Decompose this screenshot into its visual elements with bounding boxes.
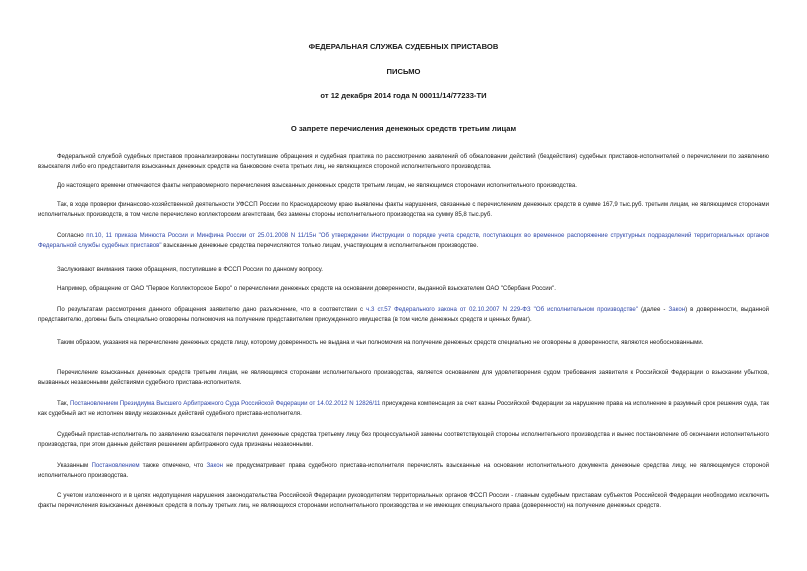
paragraph-12-text-start: Указанным <box>57 462 92 469</box>
paragraph-4-text-start: Согласно <box>57 232 87 239</box>
paragraph-7-text-end: ) в доверенности, выданной представителю, должны быть специально оговорены полномочия на получение представителем присужденного имущества (в том числе денежных средств и ценных бумаг). <box>38 306 769 323</box>
paragraph-12 <box>38 461 769 480</box>
paragraph-5: Заслуживают внимания также обращения, поступившие в ФССП России по данному вопросу. <box>57 266 323 273</box>
order-minjust-link[interactable]: пп.10, 11 приказа Минюста России и Минфина России от 25.01.2008 N 11/15н "Об утверждении Инструкции о порядке учета средств, поступающих во временное распоряжение структурных подразделений территориальных органов Федеральной службы судебных приставов" <box>38 232 769 249</box>
paragraph-11: Судебный пристав-исполнитель по заявлению взыскателя перечислил денежные средства третьему лицу без процессуальной замены соответствующей стороны исполнительного производства и вынес постановление об окончании исполнительного производства, при этом данные действия решением арбитражного суда признаны незаконными. <box>38 431 769 448</box>
paragraph-12-text-end: не предусматривает права судебного пристава-исполнителя перечислять взысканные на основании исполнительного документа денежные средства лицу, не являющемуся стороной исполнительного производства. <box>38 462 769 479</box>
document-subject: О запрете перечисления денежных средств третьим лицам <box>290 124 517 133</box>
paragraph-12-text-mid: также отмечено, что <box>139 462 207 469</box>
paragraph-10 <box>38 399 769 418</box>
paragraph-6: Например, обращение от ОАО "Первое Коллекторское Бюро" о перечислении денежных средств на основании доверенности, выданной взыскателем ОАО "Сбербанк России". <box>57 285 556 292</box>
document-type: ПИСЬМО <box>386 67 421 76</box>
paragraph-2: До настоящего времени отмечаются факты неправомерного перечисления взысканных денежных средств третьим лицам, не являющимся сторонами исполнительного производства. <box>57 182 577 189</box>
paragraph-13: С учетом изложенного и в целях недопущения нарушения законодательства Российской Федерации руководителям территориальных органов ФССП России - главным судебным приставам субъектов Российской Федерации необходимо исключить факты перечисления взысканных денежных средств в пользу третьих лиц, не являющихся сторонами исполнительного производства и не имеющих специального права (доверенности) на получение денежных средств. <box>38 492 769 509</box>
document-date-number: от 12 декабря 2014 года N 00011/14/77233-ТИ <box>320 91 487 100</box>
paragraph-8: Таким образом, указания на перечисление денежных средств лицу, которому доверенность не выдана и чьи полномочия на получение денежных средств специально не оговорены в доверенности, являются необоснованными. <box>57 339 704 346</box>
paragraph-3: Так, в ходе проверки финансово-хозяйственной деятельности УФССП России по Краснодарскому краю выявлены факты нарушения, связанные с перечислением денежных средств в сумме 167,9 тыс.руб. третьим лицам, не являющимся сторонами исполнительных производств, в том числе перечислено коллекторским агентствам, без замены стороны исполнительного производства на сумму 85,8 тыс.руб. <box>38 201 769 218</box>
federal-law-article-link[interactable]: ч.3 ст.57 Федерального закона от 02.10.2007 N 229-ФЗ "Об исполнительном производстве" <box>366 306 638 313</box>
paragraph-7-text-start: По результатам рассмотрения данного обращения заявителю дано разъяснение, что в соответствии с <box>57 306 367 313</box>
law-link-2[interactable]: Закон <box>206 462 224 469</box>
resolution-vas-link[interactable]: Постановлением Президиума Высшего Арбитражного Суда Российской Федерации от 14.02.2012 N 12826/11 <box>69 400 381 407</box>
agency-title: ФЕДЕРАЛЬНАЯ СЛУЖБА СУДЕБНЫХ ПРИСТАВОВ <box>308 42 499 51</box>
paragraph-7-text-mid: (далее - <box>637 306 669 313</box>
paragraph-1: Федеральной службой судебных приставов проанализированы поступившие обращения и судебная практика по рассмотрению заявлений об обжаловании действий (бездействия) судебных приставов-исполнителей о перечислении по заявлению взыскателя либо его представителя взысканных денежных средств на банковские счета третьих лиц, не являющихся стороной исполнительного производства. <box>38 153 769 170</box>
resolution-link[interactable]: Постановлением <box>91 462 140 469</box>
paragraph-4 <box>38 231 769 250</box>
law-link[interactable]: Закон <box>668 306 686 313</box>
paragraph-10-text-start: Так, <box>57 400 70 407</box>
paragraph-9: Перечисление взысканных денежных средств третьим лицам, не являющимся сторонами исполнительного производства, является основанием для удовлетворения судом требования заявителя к Российской Федерации о взыскании убытков, вызванных незаконными действиями судебного пристава-исполнителя. <box>38 369 769 386</box>
paragraph-7 <box>38 305 769 324</box>
paragraph-10-text-end: присуждена компенсация за счет казны Российской Федерации за нарушение права на исполнение в разумный срок решения суда, так как судебный акт не исполнен ввиду незаконных действий судебного пристава-исполнителя. <box>38 400 769 417</box>
paragraph-4-text-end: взысканные денежные средства перечисляются только лицам, участвующим в исполнительном производстве. <box>161 241 479 249</box>
